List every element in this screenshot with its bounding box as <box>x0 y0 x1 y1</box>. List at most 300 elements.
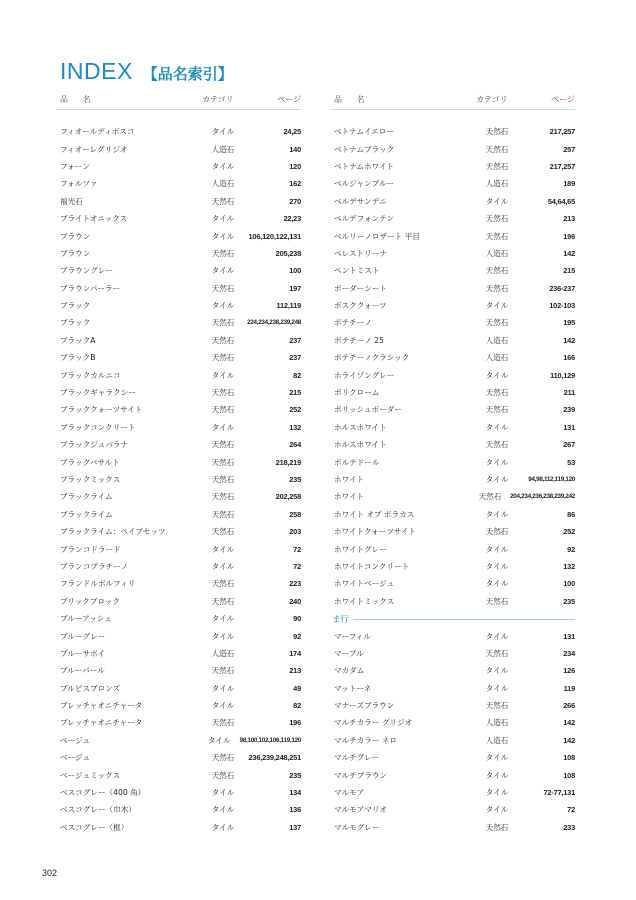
section-label: ま行 <box>330 613 353 625</box>
entry-name: ブラウン <box>60 248 91 258</box>
index-entry <box>56 210 301 227</box>
entry-pages: 90 <box>293 614 301 624</box>
entry-name: マルチブラウン <box>334 770 388 780</box>
entry-pages: 140 <box>289 144 301 154</box>
index-entry <box>330 575 575 592</box>
entry-category: 天然石 <box>211 666 235 676</box>
entry-name: ポリッシュボーダー <box>334 405 402 415</box>
entry-category: 人造石 <box>485 718 509 728</box>
entry-pages: 92 <box>567 544 575 554</box>
entry-name: ブルーグレー <box>60 631 106 641</box>
index-entry <box>330 680 575 697</box>
entry-pages: 100 <box>289 266 301 276</box>
entry-name: フォルツァ <box>60 179 98 189</box>
entry-category: タイル <box>485 370 509 380</box>
entry-category: タイル <box>211 614 235 624</box>
entry-name: ベトナムホワイト <box>334 161 395 171</box>
index-entry <box>330 332 575 349</box>
entry-category: 天然石 <box>485 405 509 415</box>
index-entry <box>330 262 575 279</box>
entry-category: タイル <box>485 196 509 206</box>
index-entry <box>330 453 575 470</box>
entry-name: ベルデサンデニ <box>334 196 387 206</box>
index-entry <box>56 175 301 192</box>
entry-category: タイル <box>485 301 509 311</box>
index-entry <box>330 280 575 297</box>
index-entry <box>330 245 575 262</box>
entry-pages: 110,129 <box>550 370 575 380</box>
entry-pages: 174 <box>289 648 301 658</box>
index-entry <box>330 714 575 731</box>
entry-pages: 215 <box>563 266 575 276</box>
entry-pages: 108 <box>563 753 575 763</box>
entry-category: 天然石 <box>478 492 502 502</box>
index-entry <box>56 819 301 836</box>
entry-category: 天然石 <box>211 388 235 398</box>
entry-pages: 132 <box>563 561 575 571</box>
entry-pages: 72 <box>567 805 575 815</box>
entry-name: ベスコグレー（框） <box>60 822 129 832</box>
index-entry <box>330 627 575 644</box>
index-entry <box>330 488 575 505</box>
header-page: ページ <box>551 95 575 104</box>
entry-category: 人造石 <box>485 735 509 745</box>
entry-pages: 257 <box>563 144 575 154</box>
entry-category: 天然石 <box>211 527 235 537</box>
index-column-left <box>56 94 301 836</box>
entry-category: 天然石 <box>485 144 509 154</box>
entry-pages: 137 <box>289 822 301 832</box>
entry-name: ホライゾングレー <box>334 370 395 380</box>
header-name: 品 名 <box>60 95 97 104</box>
entry-category: 天然石 <box>485 283 509 293</box>
entry-name: フランドルボルフィリ <box>60 579 136 589</box>
entry-pages: 197 <box>289 283 301 293</box>
entry-name: ブラックジュパラナ <box>60 440 129 450</box>
entry-category: タイル <box>211 788 235 798</box>
entry-category: タイル <box>485 805 509 815</box>
entry-category: タイル <box>485 509 509 519</box>
entry-category: タイル <box>485 683 509 693</box>
entry-pages: 235 <box>289 475 301 484</box>
entry-name: マットーネ <box>334 683 372 693</box>
entry-category: 天然石 <box>485 648 509 658</box>
entry-name: ベレストリーナ <box>334 248 387 258</box>
index-entry <box>330 593 575 610</box>
index-entry <box>56 349 301 366</box>
entry-name: マカダム <box>334 666 365 676</box>
entry-name: ホワイトコンクリート <box>334 561 410 571</box>
entry-pages: 132 <box>289 422 301 432</box>
entry-category: タイル <box>211 214 235 224</box>
entry-pages: 131 <box>563 422 575 432</box>
entry-category: 天然石 <box>211 248 235 258</box>
entry-name: ホルスホワイト <box>334 422 387 432</box>
entry-pages: 142 <box>563 248 575 258</box>
index-entry <box>56 384 301 401</box>
entry-name: ポリクローム <box>334 388 380 398</box>
index-entry <box>56 575 301 592</box>
entry-name: ベルデフォンテン <box>334 214 394 224</box>
entry-pages: 202,258 <box>275 492 301 502</box>
entry-category: タイル <box>211 370 235 380</box>
index-entry <box>56 627 301 644</box>
index-entry <box>330 401 575 418</box>
entry-category: 人造石 <box>485 179 509 189</box>
entry-pages: 217,257 <box>549 161 575 171</box>
entry-pages: 54,64,65 <box>547 196 575 206</box>
entry-category: 天然石 <box>211 475 235 484</box>
entry-pages: 22,23 <box>283 214 301 224</box>
entry-category: 人造石 <box>211 179 235 189</box>
entry-name: マナーズブラウン <box>334 701 395 711</box>
entry-name: ブランコプラチーノ <box>60 561 129 571</box>
index-entry <box>56 193 301 210</box>
entry-category: タイル <box>211 231 235 241</box>
entry-category: 天然石 <box>211 318 235 328</box>
entry-name: ベージュミックス <box>60 770 121 780</box>
entry-name: ブラック <box>60 318 91 328</box>
entry-pages: 82 <box>293 370 301 380</box>
entry-category: 天然石 <box>485 388 509 398</box>
entry-pages: 234 <box>563 648 575 658</box>
entry-pages: 270 <box>289 196 301 206</box>
entry-pages: 196 <box>289 718 301 728</box>
entry-category: 天然石 <box>485 596 509 606</box>
entry-name: ベトナムブラック <box>334 144 395 154</box>
entry-name: ボテチーノクラシック <box>334 353 410 363</box>
entry-category: タイル <box>485 753 509 763</box>
entry-category: 人造石 <box>485 335 509 345</box>
entry-category: 天然石 <box>485 701 509 711</box>
entry-category: 天然石 <box>211 335 235 345</box>
entry-name: ブラウン <box>60 231 91 241</box>
entry-category: タイル <box>211 701 235 711</box>
index-entry <box>56 540 301 557</box>
index-entry <box>56 419 301 436</box>
entry-category: 天然石 <box>211 509 235 519</box>
entry-pages: 211 <box>563 388 575 398</box>
entry-category: 天然石 <box>211 457 235 467</box>
index-entry <box>330 540 575 557</box>
index-entry <box>330 175 575 192</box>
index-entry <box>330 645 575 662</box>
entry-pages: 237 <box>289 353 301 363</box>
index-entry <box>330 697 575 714</box>
entry-name: ブレッチャオニチャータ <box>60 701 143 711</box>
entry-category: 天然石 <box>211 405 235 415</box>
entry-category: タイル <box>211 683 235 693</box>
index-entry <box>330 732 575 749</box>
entry-category: タイル <box>211 805 235 815</box>
entry-category: タイル <box>485 631 509 641</box>
entry-name: マルチグレー <box>334 753 380 763</box>
entry-category: 天然石 <box>211 492 235 502</box>
index-entry <box>330 314 575 331</box>
entry-name: ベージュ <box>60 735 91 745</box>
index-entry <box>330 749 575 766</box>
entry-category: タイル <box>211 301 235 311</box>
header-page: ページ <box>277 95 301 104</box>
entry-pages: 203 <box>289 527 301 537</box>
entry-name: ペントミスト <box>334 266 380 276</box>
entry-name: マルモアマリオ <box>334 805 388 815</box>
entry-category: タイル <box>211 822 235 832</box>
entry-pages: 100 <box>563 579 575 589</box>
entry-pages: 136 <box>289 805 301 815</box>
entry-category: 天然石 <box>485 161 509 171</box>
entry-category: 天然石 <box>485 214 509 224</box>
index-entry <box>330 140 575 157</box>
index-title-main: INDEX <box>60 58 133 84</box>
entry-name: ホワイト <box>334 492 365 502</box>
entry-category: 天然石 <box>211 596 235 606</box>
index-entry <box>56 123 301 140</box>
index-entry <box>330 523 575 540</box>
entry-category: 人造石 <box>211 144 235 154</box>
entry-name: ホワイトクォーツサイト <box>334 527 417 537</box>
entry-pages: 49 <box>293 683 301 693</box>
entry-pages: 215 <box>289 388 301 398</box>
entry-category: 天然石 <box>485 127 509 137</box>
entry-name: ホワイトベージュ <box>334 579 395 589</box>
entry-pages: 72-77,131 <box>543 788 575 798</box>
index-entry <box>56 297 301 314</box>
entry-category: タイル <box>211 631 235 641</box>
entry-pages: 264 <box>289 440 301 450</box>
entry-name: ブラックライム <box>60 492 113 502</box>
index-entry <box>330 662 575 679</box>
index-entry <box>330 297 575 314</box>
entry-name: ホワイト オブ ボラカス <box>334 509 415 519</box>
entry-pages: 239 <box>563 405 575 415</box>
index-entry <box>330 158 575 175</box>
entry-pages: 235 <box>289 770 301 780</box>
entry-name: ブルーサボイ <box>60 648 106 658</box>
entry-name: ボーダーシート <box>334 283 388 293</box>
index-rows-left <box>56 123 301 836</box>
index-entry <box>56 766 301 783</box>
entry-pages: 267 <box>563 440 575 450</box>
entry-pages: 142 <box>563 735 575 745</box>
index-entry <box>330 366 575 383</box>
index-entry <box>56 471 301 488</box>
entry-pages: 223 <box>289 579 301 589</box>
header-category: カテゴリ <box>202 95 234 104</box>
index-entry <box>56 158 301 175</box>
entry-name: ボテチーノ 25 <box>334 335 384 345</box>
entry-name: ブラウングレー <box>60 266 114 276</box>
entry-category: 天然石 <box>211 283 235 293</box>
entry-pages: 120 <box>289 161 301 171</box>
entry-pages: 195 <box>563 318 575 328</box>
entry-category: 天然石 <box>211 440 235 450</box>
entry-pages: 86 <box>567 509 575 519</box>
index-entry <box>330 384 575 401</box>
entry-name: ブラックギャラクシー <box>60 388 136 398</box>
index-entry <box>330 419 575 436</box>
index-title <box>60 58 233 85</box>
entry-category: タイル <box>485 770 509 780</box>
entry-name: マルチカラー グリジオ <box>334 718 413 728</box>
entry-name: ボルテドール <box>334 457 380 467</box>
index-entry <box>56 332 301 349</box>
entry-pages: 119 <box>563 683 575 693</box>
index-entry <box>56 697 301 714</box>
entry-category: 天然石 <box>211 770 235 780</box>
entry-category: タイル <box>485 579 509 589</box>
entry-name: ブラックライム <box>60 509 113 519</box>
entry-category: タイル <box>485 475 509 484</box>
index-entry <box>56 401 301 418</box>
index-entry <box>330 123 575 140</box>
entry-pages: 72 <box>293 561 301 571</box>
entry-category: 天然石 <box>485 527 509 537</box>
entry-category: 天然石 <box>211 753 235 763</box>
index-entry <box>330 227 575 244</box>
entry-pages: 24,25 <box>283 127 301 137</box>
index-entry <box>56 453 301 470</box>
entry-name: ブライトオニックス <box>60 214 128 224</box>
entry-pages: 235 <box>563 596 575 606</box>
index-column-right <box>330 94 575 836</box>
entry-name: マーフィル <box>334 631 371 641</box>
entry-pages: 82 <box>293 701 301 711</box>
entry-category: タイル <box>485 788 509 798</box>
entry-category: 天然石 <box>485 266 509 276</box>
index-entry <box>330 210 575 227</box>
entry-pages: 189 <box>563 179 575 189</box>
entry-pages: 94,98,112,119,120 <box>528 476 575 483</box>
index-entry <box>330 558 575 575</box>
entry-pages: 217,257 <box>549 127 575 137</box>
entry-category: タイル <box>211 544 235 554</box>
entry-pages: 72 <box>293 544 301 554</box>
entry-name: ベージュ <box>60 753 91 763</box>
entry-name: ブルビスブロンズ <box>60 683 121 693</box>
page-number: 302 <box>42 868 58 878</box>
entry-name: ホルスホワイト <box>334 440 387 450</box>
column-header <box>56 94 301 110</box>
entry-name: ベスコグレー（巾木） <box>60 805 136 815</box>
section-heading <box>330 610 575 627</box>
index-entry <box>56 714 301 731</box>
entry-category: タイル <box>485 422 509 432</box>
entry-pages: 236,239,248,251 <box>248 753 301 763</box>
entry-pages: 112,119 <box>276 301 301 311</box>
entry-pages: 213 <box>289 666 301 676</box>
entry-category: 人造石 <box>211 648 235 658</box>
entry-pages: 218,219 <box>275 457 301 467</box>
entry-name: 福光石 <box>60 196 83 206</box>
entry-pages: 252 <box>563 527 575 537</box>
index-title-sub: 【品名索引】 <box>142 65 233 83</box>
entry-category: 天然石 <box>211 718 235 728</box>
index-entry <box>330 193 575 210</box>
entry-category: 天然石 <box>485 822 509 832</box>
entry-category: タイル <box>211 127 235 137</box>
entry-category: タイル <box>211 422 235 432</box>
entry-pages: 162 <box>289 179 301 189</box>
index-entry <box>330 506 575 523</box>
index-entry <box>56 245 301 262</box>
entry-name: ホワイトグレー <box>334 544 387 554</box>
entry-name: マルモグレー <box>334 822 380 832</box>
index-entry <box>330 819 575 836</box>
entry-name: ブラックライム：ペイブセッツ <box>60 527 166 537</box>
entry-name: ブリックブロック <box>60 596 120 606</box>
entry-category: 天然石 <box>485 231 509 241</box>
entry-name: ブラックコンクリート <box>60 422 136 432</box>
entry-category: タイル <box>207 735 231 745</box>
entry-pages: 92 <box>293 631 301 641</box>
entry-name: フィオーレグリジオ <box>60 144 128 154</box>
entry-pages: 240 <box>289 596 301 606</box>
index-entry <box>56 523 301 540</box>
index-entry <box>56 280 301 297</box>
entry-pages: 266 <box>563 701 575 711</box>
entry-name: ブルーパール <box>60 666 105 676</box>
entry-category: タイル <box>211 161 235 171</box>
index-entry <box>330 349 575 366</box>
index-entry <box>56 558 301 575</box>
entry-pages: 205,238 <box>275 248 301 258</box>
entry-category: タイル <box>485 561 509 571</box>
index-entry <box>330 436 575 453</box>
entry-name: ホワイトミックス <box>334 596 395 606</box>
entry-name: ベルリーノロザート 平目 <box>334 231 420 241</box>
index-entry <box>56 488 301 505</box>
entry-category: 天然石 <box>211 196 235 206</box>
index-entry <box>56 784 301 801</box>
column-header <box>330 94 575 110</box>
index-entry <box>330 471 575 488</box>
entry-name: フォーン <box>60 161 90 171</box>
entry-pages: 236-237 <box>549 283 575 293</box>
index-entry <box>56 140 301 157</box>
entry-name: ボスククォーツ <box>334 301 387 311</box>
index-entry <box>56 610 301 627</box>
entry-name: マルチカラー ネロ <box>334 735 398 745</box>
entry-name: マーブル <box>334 648 364 658</box>
entry-pages: 131 <box>563 631 575 641</box>
entry-pages: 102-103 <box>549 301 575 311</box>
entry-name: ブランコドラード <box>60 544 121 554</box>
entry-category: タイル <box>211 561 235 571</box>
index-entry <box>56 732 301 749</box>
index-entry <box>56 749 301 766</box>
entry-name: ブラウンパーラー <box>60 283 121 293</box>
index-entry <box>56 506 301 523</box>
entry-category: 天然石 <box>485 440 509 450</box>
entry-name: ブレッチャオニチャータ <box>60 718 143 728</box>
entry-category: 人造石 <box>485 353 509 363</box>
index-rows-right <box>330 123 575 836</box>
entry-name: フィオールディボスコ <box>60 127 135 137</box>
entry-pages: 126 <box>563 666 575 676</box>
entry-name: ブラック <box>60 301 91 311</box>
section-divider <box>330 619 575 620</box>
entry-name: ブラックミックス <box>60 475 121 484</box>
entry-name: ベルジャンブルー <box>334 179 395 189</box>
entry-pages: 196 <box>563 231 575 241</box>
header-name: 品 名 <box>334 95 371 104</box>
index-entry <box>56 801 301 818</box>
entry-name: マルモア <box>334 788 365 798</box>
entry-pages: 204,234,236,238,239,242 <box>510 493 575 501</box>
entry-pages: 98,100,102,106,119,120 <box>239 736 301 744</box>
entry-pages: 252 <box>289 405 301 415</box>
